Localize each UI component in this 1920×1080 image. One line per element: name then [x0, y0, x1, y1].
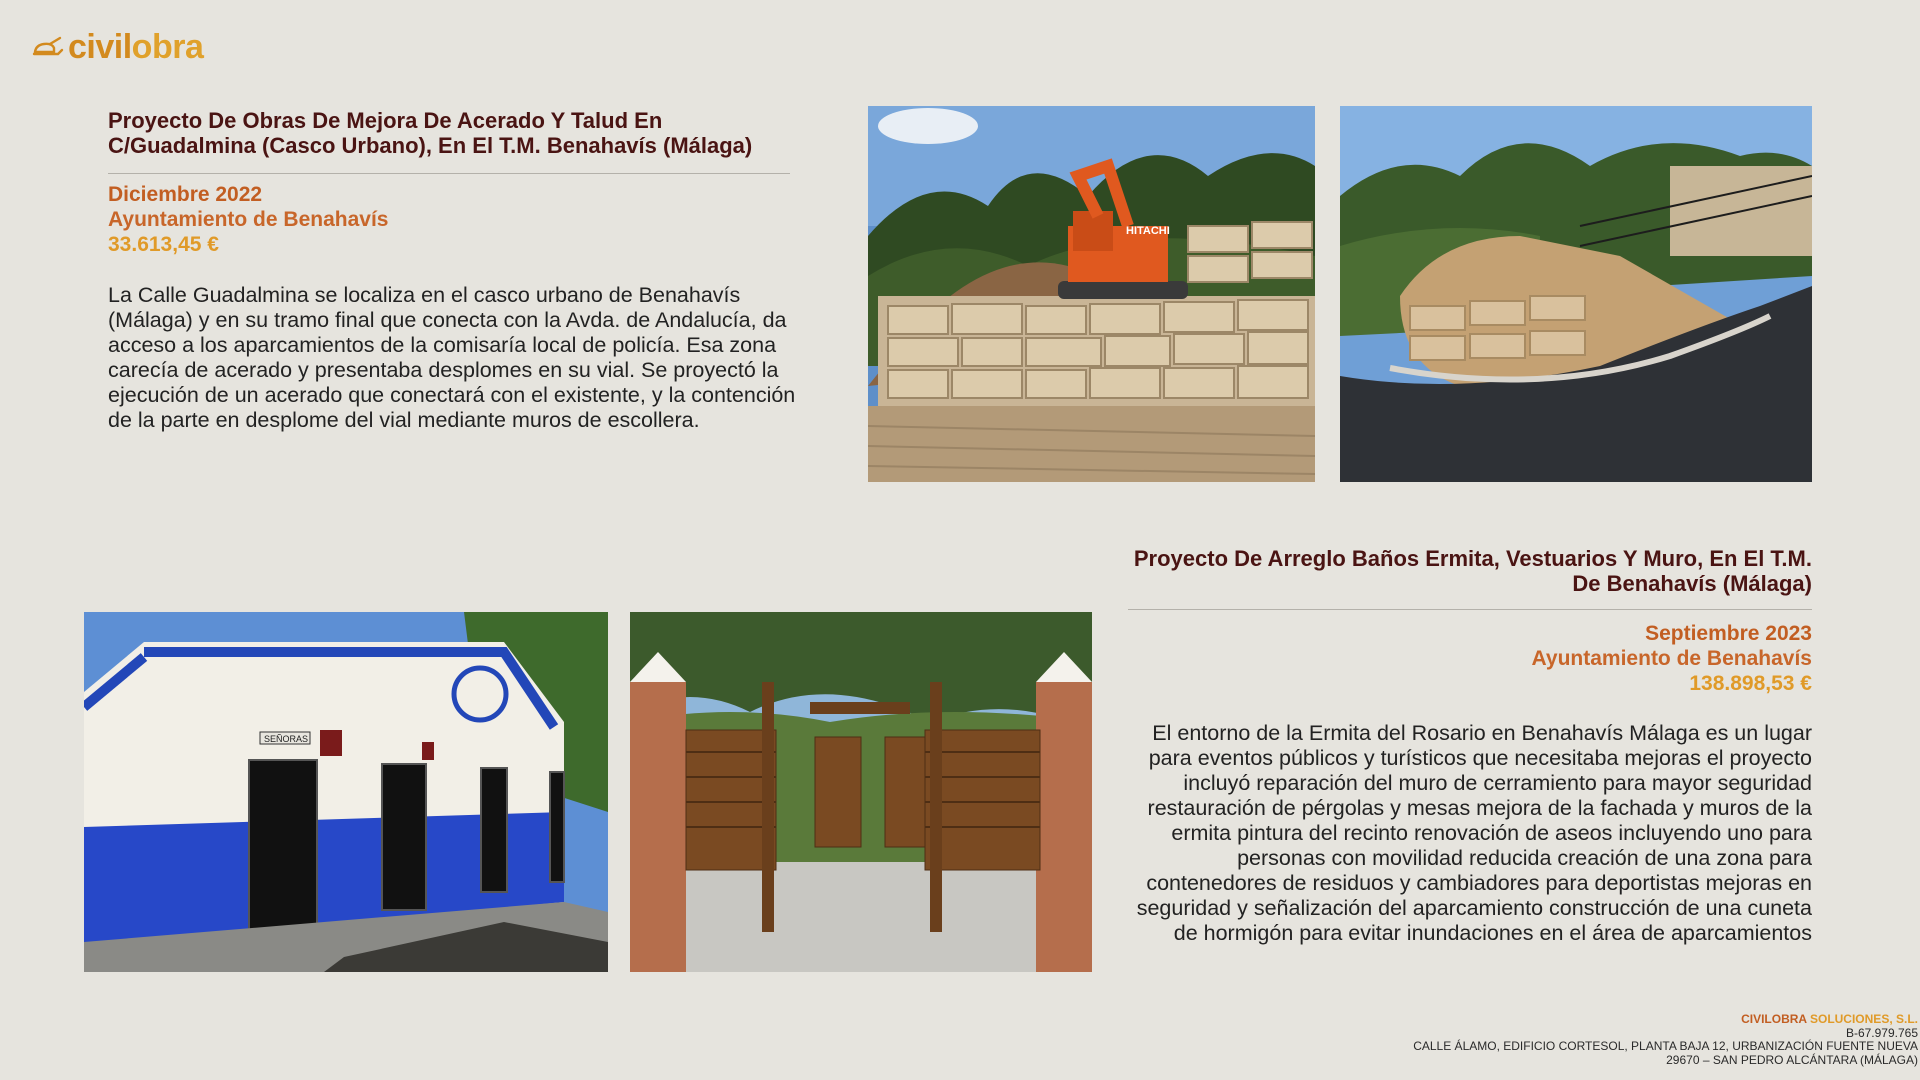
footer-city: 29670 – SAN PEDRO ALCÁNTARA (MÁLAGA) [1666, 1052, 1918, 1067]
project2-title: Proyecto De Arreglo Baños Ermita, Vestuarios Y Muro, En El T.M. De Benahavís (Málaga) [1133, 546, 1812, 596]
project1-amount: 33.613,45 € [108, 233, 219, 256]
project2-client: Ayuntamiento de Benahavís [1531, 647, 1812, 670]
project2-amount: 138.898,53 € [1689, 672, 1812, 695]
company-footer [1413, 1013, 1918, 1067]
project2-date: Septiembre 2023 [1645, 622, 1812, 645]
project1-title: Proyecto De Obras De Mejora De Acerado Y Talud En C/Guadalmina (Casco Urbano), En El T.M. Benahavís (Málaga) [108, 108, 753, 158]
logo-civil: civil [68, 28, 132, 66]
footer-address: CALLE ÁLAMO, EDIFICIO CORTESOL, PLANTA BAJA 12, URBANIZACIÓN FUENTE NUEVA [1413, 1039, 1918, 1053]
project1-description: La Calle Guadalmina se localiza en el casco urbano de Benahavís (Málaga) y en su tramo final que conecta con la Avda. de Andalucía, da acceso a los aparcamientos de la comisaría local de policía. Esa zona carecía de acerado y presentaba desplomes en su vial. Se proyectó la ejecución de un acerado que conectará con el existente, y la contención de la parte en desplome del vial mediante muros de escollera. [108, 283, 796, 432]
logo-wordmark [68, 28, 203, 67]
project1-date: Diciembre 2022 [108, 183, 263, 206]
footer-company [1413, 1013, 1918, 1027]
project1-meta [108, 182, 708, 257]
project1-divider [108, 173, 790, 174]
photo-wooden-changing-rooms [630, 612, 1092, 972]
project1-client: Ayuntamiento de Benahavís [108, 208, 389, 231]
footer-cif: B-67.979.765 [1845, 1025, 1918, 1040]
footer-company-name: CIVILOBRA [1741, 1012, 1807, 1026]
logo-obra: obra [131, 28, 204, 66]
hitachi-label: HITACHI [1126, 225, 1170, 237]
project2-meta [1200, 621, 1812, 696]
photo-road-wall [1340, 106, 1812, 482]
company-logo [32, 28, 203, 67]
project2-divider [1128, 609, 1812, 610]
photo-hermitage-restrooms [84, 612, 608, 972]
senoras-sign: SEÑORAS [264, 734, 309, 744]
footer-company-suffix: SOLUCIONES, S.L. [1806, 1012, 1918, 1026]
project2-description: El entorno de la Ermita del Rosario en Benahavís Málaga es un lugar para eventos públicos y turísticos que necesitaba mejoras el proyecto incluyó reparación del muro de cerramiento para mayor seguridad restauración de pérgolas y mesas mejora de la fachada y muros de la ermita pintura del recinto renovación de aseos incluyendo uno para personas con movilidad reducida creación de una zona para contenedores de residuos y cambiadores para deportistas mejoras en seguridad y señalización del aparcamiento construcción de una cuneta de hormigón para evitar inundaciones en el área de aparcamientos [1136, 721, 1812, 945]
helmet-hand-icon [32, 34, 64, 62]
photo-excavator-rock-wall [868, 106, 1315, 482]
